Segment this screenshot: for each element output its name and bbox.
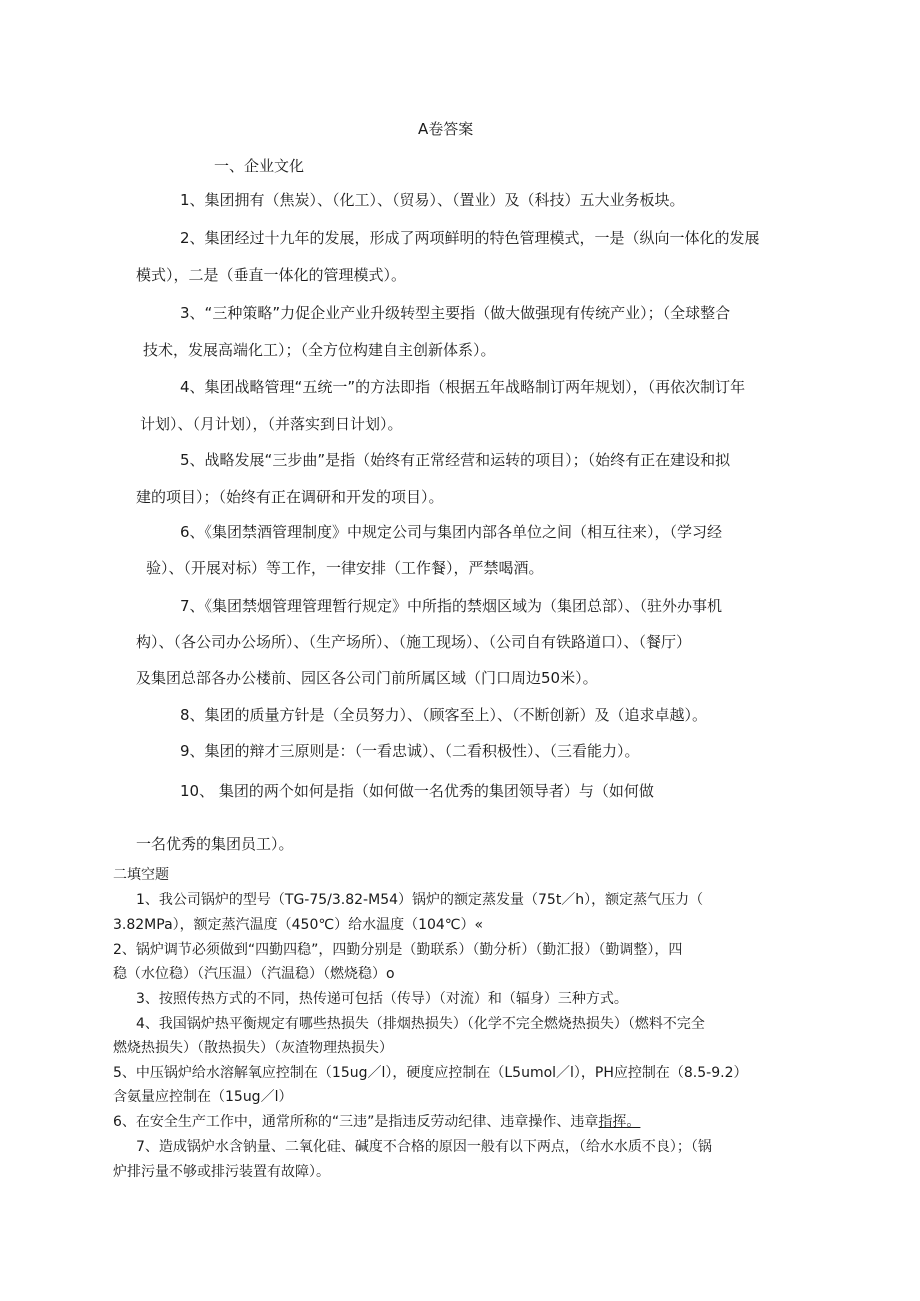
s1-line-7b: 构）、（各公司办公场所）、（生产场所）、（施工现场）、（公司自有铁路道口）、（餐厅）	[136, 633, 692, 651]
s1-line-6b: 验）、（开展对标）等工作，一律安排（工作餐），严禁喝酒。	[146, 559, 544, 577]
s2-line-5a: 5、中压锅炉给水溶解氧应控制在（15ug／l），硬度应控制在（L5umol／l），PH应控制在（8.5-9.2）	[113, 1065, 748, 1081]
s1-line-7a: 7、《集团禁烟管理管理暂行规定》中所指的禁烟区域为（集团总部）、（驻外办事机	[180, 597, 723, 615]
s2-line-5b: 含氨量应控制在（15ug／l）	[113, 1089, 293, 1105]
s1-line-4b: 计划）、（月计划），（并落实到日计划）。	[140, 415, 403, 433]
s2-line-2b: 稳（水位稳）（汽压温）（汽温稳）（燃烧稳）o	[113, 966, 395, 982]
section1-heading: 一、企业文化	[214, 157, 305, 175]
s1-line-8: 8、集团的质量方针是（全员努力）、（顾客至上）、（不断创新）及（追求卓越）。	[180, 706, 708, 724]
s1-line-10b: 一名优秀的集团员工）。	[136, 835, 294, 853]
s1-line-5a: 5、战略发展“三步曲”是指（始终有正常经营和运转的项目）；（始终有正在建设和拟	[180, 451, 731, 469]
s1-line-3b: 技术，发展高端化工）；（全方位构建自主创新体系）。	[143, 341, 496, 359]
s2-line-4a: 4、我国锅炉热平衡规定有哪些热损失（排烟热损失）（化学不完全燃烧热损失）（燃料不完全	[136, 1016, 705, 1032]
s1-line-10a: 10、 集团的两个如何是指（如何做一名优秀的集团领导者）与（如何做	[180, 782, 654, 800]
s1-line-2a: 2、集团经过十九年的发展，形成了两项鲜明的特色管理模式，一是（纵向一体化的发展	[180, 229, 760, 247]
section2-heading: 二填空题	[113, 867, 169, 883]
s2-line-1b: 3.82MPa），额定蒸汽温度（450℃）给水温度（104℃）«	[113, 917, 484, 933]
s1-line-4a: 4、集团战略管理“五统一”的方法即指（根据五年战略制订两年规划），（再依次制订年	[180, 378, 746, 396]
s2-line-1a: 1、我公司锅炉的型号（TG-75/3.82-M54）锅炉的额定蒸发量（75t／h），额定蒸气压力（	[136, 892, 704, 908]
s1-line-3a: 3、“三种策略”力促企业产业升级转型主要指（做大做强现有传统产业）；（全球整合	[180, 304, 731, 322]
s1-line-6a: 6、《集团禁酒管理制度》中规定公司与集团内部各单位之间（相互往来），（学习经	[180, 523, 723, 541]
s2-line-7b: 炉排污量不够或排污装置有故障）。	[113, 1164, 330, 1180]
s2-line-6-underlined: 指挥。	[598, 1114, 641, 1130]
s2-line-2a: 2、锅炉调节必须做到“四勤四稳”，四勤分别是（勤联系）（勤分析）（勤汇报）（勤调整），四	[113, 942, 683, 958]
s1-line-2b: 模式），二是（垂直一体化的管理模式）。	[136, 266, 407, 284]
s1-line-1: 1、集团拥有（焦炭）、（化工）、（贸易）、（置业）及（科技）五大业务板块。	[180, 191, 685, 209]
s2-line-6	[113, 1112, 640, 1132]
s2-line-4b: 燃烧热损失）（散热损失）（灰渣物理热损失）	[113, 1040, 393, 1056]
page-title: A卷答案	[418, 120, 474, 138]
s1-line-9: 9、集团的辩才三原则是：（一看忠诚）、（二看积极性）、（三看能力）。	[180, 742, 640, 760]
s2-line-7a: 7、造成锅炉水含钠量、二氧化硅、碱度不合格的原因一般有以下两点，（给水水质不良）；（锅	[136, 1139, 712, 1155]
s2-line-3: 3、按照传热方式的不同，热传递可包括（传导）（对流）和（辐身）三种方式。	[136, 991, 628, 1007]
s1-line-5b: 建的项目）；（始终有正在调研和开发的项目）。	[136, 488, 444, 506]
s1-line-7c: 及集团总部各办公楼前、园区各公司门前所属区域（门口周边50米）。	[136, 669, 598, 687]
s2-line-6-text: 6、在安全生产工作中，通常所称的“三违”是指违反劳动纪律、违章操作、违章	[113, 1114, 599, 1130]
